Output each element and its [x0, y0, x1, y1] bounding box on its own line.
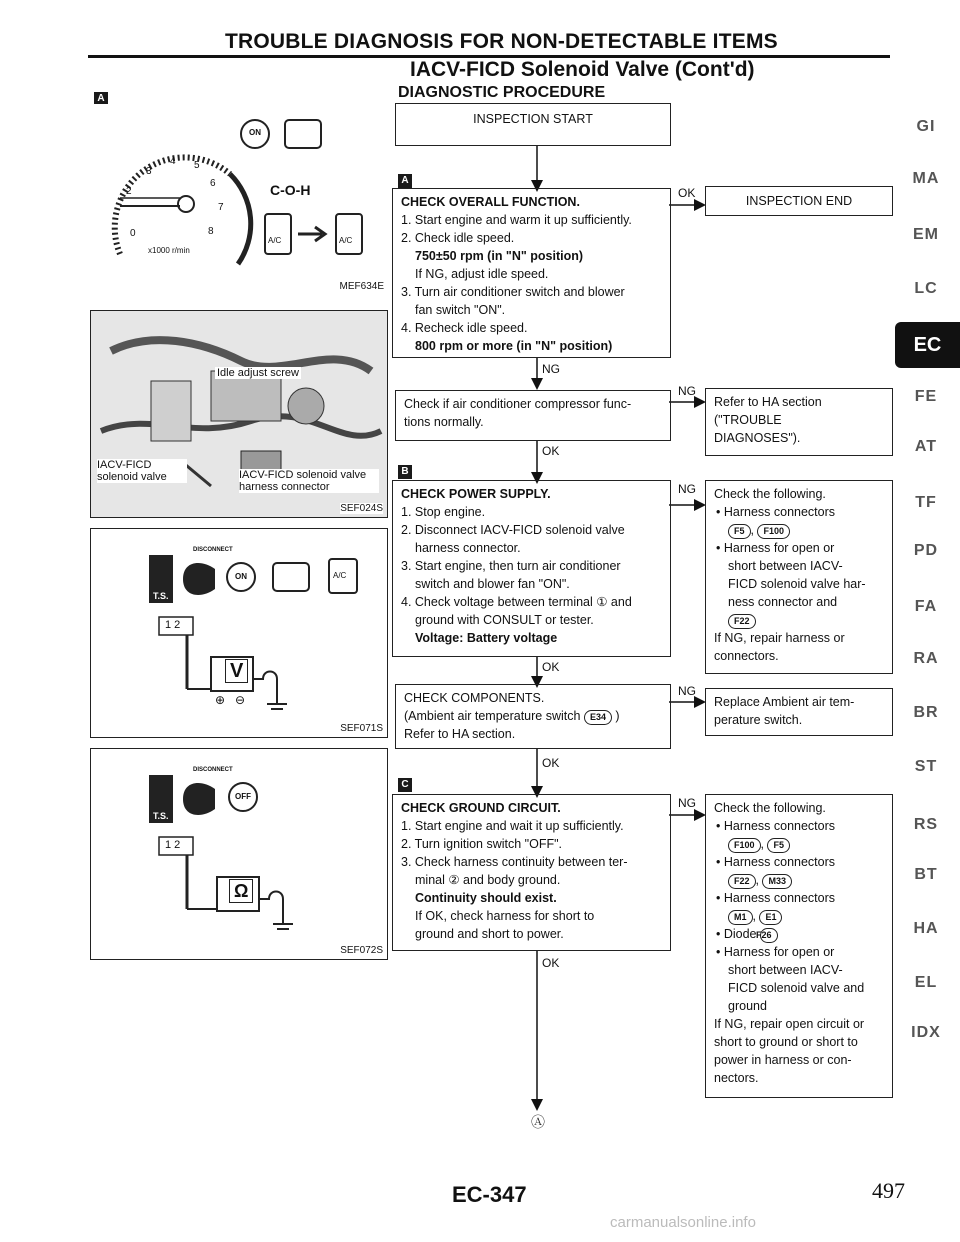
- ignition-on-label: ON: [249, 128, 261, 137]
- sidetab-fa[interactable]: FA: [914, 598, 938, 615]
- step3-title: CHECK POWER SUPPLY.: [401, 487, 551, 501]
- voltmeter-label: V: [225, 659, 248, 683]
- step3-ng-line8: connectors.: [714, 649, 779, 663]
- step5-ng-line6: • Harness for open or: [716, 945, 835, 959]
- page-code: EC-347: [452, 1182, 527, 1207]
- sidetab-ma[interactable]: MA: [912, 170, 940, 187]
- step5-ng-line4: • Harness connectors: [716, 891, 836, 905]
- ok-label-2: OK: [542, 444, 560, 458]
- step4-line2: (Ambient air temperature switch E34 ): [404, 709, 620, 723]
- step5-ng-line2: • Harness connectors: [716, 819, 836, 833]
- step5-ng-connectors-2: F22 , M33: [714, 871, 884, 889]
- step3-line1: 1. Stop engine.: [401, 505, 486, 519]
- step5-line5: Continuity should exist.: [415, 891, 557, 905]
- ignition-on-label-2: ON: [235, 572, 247, 581]
- sidetab-pd[interactable]: PD: [913, 542, 939, 559]
- tach-tick-4: 4: [170, 156, 176, 167]
- ac-label-volt: A/C: [333, 571, 347, 580]
- connector-f100-b: F100: [728, 838, 761, 853]
- ng-label-1: NG: [542, 362, 560, 376]
- continue-marker-a: Ⓐ: [531, 1114, 545, 1130]
- step2-ng-line3: DIAGNOSES").: [714, 431, 801, 445]
- step4-ng-line1: Replace Ambient air tem-: [714, 695, 855, 709]
- figure-code-engine: SEF024S: [340, 503, 383, 514]
- step5-ng-line1: Check the following.: [714, 801, 826, 815]
- ng-label-3: NG: [678, 482, 696, 496]
- step5-ng-line5: [714, 925, 884, 943]
- iacv-harness-label: IACV-FICD solenoid valve harness connector: [239, 469, 379, 493]
- ok-label-1: OK: [678, 186, 696, 200]
- ng-label-4: NG: [678, 684, 696, 698]
- ac-label-right: A/C: [339, 236, 353, 245]
- step3-ng-line6: ness connector and: [728, 595, 838, 609]
- voltmeter-minus: ⊖: [235, 693, 246, 707]
- inspection-start-label: INSPECTION START: [473, 112, 593, 126]
- connector-e1: E1: [759, 910, 782, 925]
- connector-m33: M33: [762, 874, 792, 889]
- step3-ng-line5: FICD solenoid valve har-: [728, 577, 866, 591]
- step2-line2: tions normally.: [404, 415, 484, 429]
- step2-ng-line1: Refer to HA section: [714, 395, 822, 409]
- section-heading: DIAGNOSTIC PROCEDURE: [398, 84, 606, 101]
- idle-adjust-screw-label: Idle adjust screw: [217, 367, 299, 379]
- tach-tick-5: 5: [194, 160, 200, 171]
- figure-code-tach: MEF634E: [339, 281, 384, 292]
- step5-ng-diode-text: • Diode: [716, 927, 757, 941]
- check-power-supply-ng-box: [705, 480, 893, 674]
- step1-line5: 3. Turn air conditioner switch and blower: [401, 285, 625, 299]
- step5-line3: 3. Check harness continuity between ter-: [401, 855, 628, 869]
- connector-f22-b: F22: [728, 874, 756, 889]
- step5-ng-line9: ground: [728, 999, 767, 1013]
- step4-line3: Refer to HA section.: [404, 727, 516, 741]
- step1-line8: 800 rpm or more (in "N" position): [415, 339, 613, 353]
- step5-title: CHECK GROUND CIRCUIT.: [401, 801, 561, 815]
- terminal-numbers-ohm: 1 2: [165, 839, 181, 851]
- refer-ha-section-box: [705, 388, 893, 456]
- step1-line4: If NG, adjust idle speed.: [415, 267, 549, 281]
- watermark: carmanualsonline.info: [610, 1214, 756, 1231]
- step4-line1: CHECK COMPONENTS.: [404, 691, 545, 705]
- replace-ambient-switch-box: [705, 688, 893, 736]
- inspection-end-label: INSPECTION END: [745, 194, 853, 208]
- tach-scale-label: x1000 r/min: [148, 246, 190, 255]
- sidetab-ra[interactable]: RA: [913, 650, 939, 667]
- step5-line4: minal ② and body ground.: [415, 873, 561, 887]
- step-check-components: [395, 684, 671, 749]
- ignition-off-label: OFF: [235, 792, 251, 801]
- sidetab-lc[interactable]: LC: [914, 280, 938, 297]
- sidetab-rs[interactable]: RS: [913, 816, 939, 833]
- figure-code-volt: SEF071S: [340, 723, 383, 734]
- tach-tick-0: 0: [130, 228, 136, 239]
- step3-ng-connector-f22-row: [714, 611, 884, 629]
- step5-ng-line12: power in harness or con-: [714, 1053, 852, 1067]
- tach-tick-2: 2: [126, 186, 132, 197]
- connector-f5: F5: [728, 524, 751, 539]
- step1-line2: 2. Check idle speed.: [401, 231, 515, 245]
- connector-m1: M1: [728, 910, 753, 925]
- step4-ng-line2: perature switch.: [714, 713, 803, 727]
- step3-ng-line1: Check the following.: [714, 487, 826, 501]
- step1-title: CHECK OVERALL FUNCTION.: [401, 195, 580, 209]
- ng-label-5: NG: [678, 796, 696, 810]
- step3-ng-line4: short between IACV-: [728, 559, 843, 573]
- step1-line1: 1. Start engine and warm it up sufficiently.: [401, 213, 632, 227]
- disconnect-label: DISCONNECT: [193, 547, 233, 553]
- step4-line2-text: (Ambient air temperature switch: [404, 709, 581, 723]
- ohmmeter-label: Ω: [229, 879, 253, 903]
- page-number: 497: [872, 1178, 905, 1203]
- step3-line8: Voltage: Battery voltage: [415, 631, 558, 645]
- step2-line1: Check if air conditioner compressor func-: [404, 397, 632, 411]
- connector-f26: F26: [760, 928, 778, 943]
- voltmeter-plus: ⊕: [215, 693, 226, 707]
- sidetab-fe[interactable]: FE: [914, 388, 938, 405]
- step3-ng-connectors: F5 , F100: [714, 521, 884, 539]
- step3-line2: 2. Disconnect IACV-FICD solenoid valve: [401, 523, 625, 537]
- disconnect-label-2: DISCONNECT: [193, 767, 233, 773]
- sidetab-st[interactable]: ST: [914, 758, 938, 775]
- step-check-overall-function: [392, 188, 671, 358]
- step1-line7: 4. Recheck idle speed.: [401, 321, 528, 335]
- step5-ng-connectors-3: M1 , E1: [714, 907, 884, 925]
- consult-ts-label-2: T.S.: [153, 811, 169, 821]
- step-check-ground-circuit: [392, 794, 671, 951]
- step5-ng-line8: FICD solenoid valve and: [728, 981, 865, 995]
- step3-line5: switch and blower fan "ON".: [415, 577, 570, 591]
- step5-line1: 1. Start engine and wait it up sufficiently.: [401, 819, 624, 833]
- connector-f22: F22: [728, 614, 756, 629]
- sidetab-br[interactable]: BR: [913, 704, 939, 721]
- step3-line6: 4. Check voltage between terminal ① and: [401, 595, 632, 609]
- step3-ng-line2: • Harness connectors: [716, 505, 836, 519]
- section-subtitle: IACV-FICD Solenoid Valve (Cont'd): [410, 58, 755, 81]
- marker-a-flow: A: [398, 174, 412, 188]
- iacv-valve-label: IACV-FICD solenoid valve: [97, 459, 187, 483]
- step5-line7: ground and short to power.: [415, 927, 564, 941]
- connector-f100: F100: [757, 524, 790, 539]
- marker-b-flow: B: [398, 465, 412, 479]
- inspection-end-box: [705, 186, 893, 216]
- ac-label-left: A/C: [268, 236, 282, 245]
- clock-cold-hot: C-O-H: [270, 182, 311, 198]
- sidetab-em[interactable]: EM: [913, 226, 939, 243]
- sidetab-el[interactable]: EL: [914, 974, 938, 991]
- step5-ng-line7: short between IACV-: [728, 963, 843, 977]
- connector-e34: E34: [584, 710, 612, 725]
- ok-label-3: OK: [542, 660, 560, 674]
- step5-ng-connectors-1: F100 , F5: [714, 835, 884, 853]
- step1-line6: fan switch "ON".: [415, 303, 506, 317]
- marker-c-flow: C: [398, 778, 412, 792]
- inspection-start-box: [395, 103, 671, 146]
- tach-tick-7: 7: [218, 202, 224, 213]
- step1-line3: 750±50 rpm (in "N" position): [415, 249, 584, 263]
- consult-ts-label: T.S.: [153, 591, 169, 601]
- sidetab-at[interactable]: AT: [914, 438, 938, 455]
- figure-code-ohm: SEF072S: [340, 945, 383, 956]
- step5-ng-line11: short to ground or short to: [714, 1035, 858, 1049]
- step5-ng-line3: • Harness connectors: [716, 855, 836, 869]
- ng-label-2: NG: [678, 384, 696, 398]
- sidetab-gi[interactable]: GI: [916, 118, 936, 135]
- marker-a: A: [94, 92, 108, 106]
- sidetab-idx[interactable]: IDX: [911, 1024, 941, 1041]
- connector-f5-b: F5: [767, 838, 790, 853]
- step3-line7: ground with CONSULT or tester.: [415, 613, 594, 627]
- step-check-ac-compressor: [395, 390, 671, 441]
- tach-tick-6: 6: [210, 178, 216, 189]
- sidetab-ec-active[interactable]: EC: [895, 322, 960, 368]
- terminal-numbers-volt: 1 2: [165, 619, 181, 631]
- step5-ng-line10: If NG, repair open circuit or: [714, 1017, 865, 1031]
- step2-ng-line2: ("TROUBLE: [714, 413, 782, 427]
- ok-label-4: OK: [542, 756, 560, 770]
- step3-line3: harness connector.: [415, 541, 521, 555]
- sidetab-ha[interactable]: HA: [913, 920, 939, 937]
- check-ground-ng-box: [705, 794, 893, 1098]
- sidetab-tf[interactable]: TF: [915, 494, 937, 511]
- tach-tick-3: 3: [146, 166, 152, 177]
- tach-tick-8: 8: [208, 226, 214, 237]
- step5-line2: 2. Turn ignition switch "OFF".: [401, 837, 563, 851]
- step-check-power-supply: [392, 480, 671, 657]
- step3-ng-line7: If NG, repair harness or: [714, 631, 845, 645]
- step5-line6: If OK, check harness for short to: [415, 909, 595, 923]
- page-title: TROUBLE DIAGNOSIS FOR NON-DETECTABLE ITEMS: [225, 30, 778, 53]
- step3-ng-line3: • Harness for open or: [716, 541, 835, 555]
- sidetab-bt[interactable]: BT: [914, 866, 938, 883]
- step3-line4: 3. Start engine, then turn air conditioner: [401, 559, 621, 573]
- ok-label-5: OK: [542, 956, 560, 970]
- step5-ng-line13: nectors.: [714, 1071, 759, 1085]
